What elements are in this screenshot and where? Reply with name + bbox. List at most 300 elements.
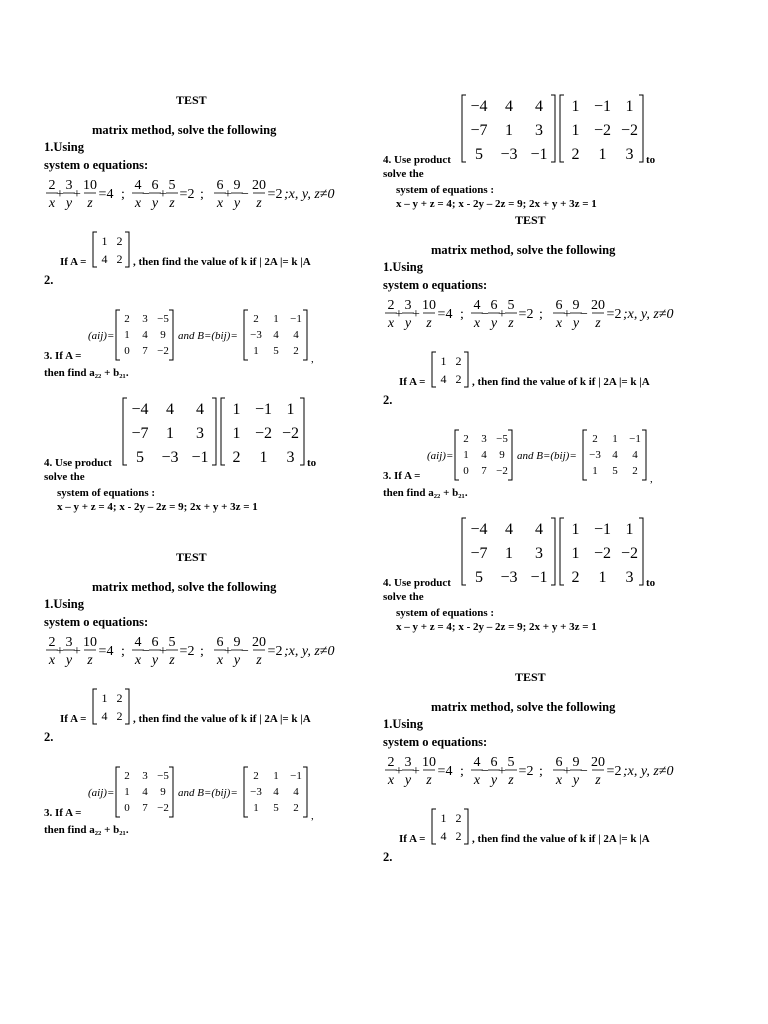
question-4-prefix: 4. Use product (383, 154, 451, 166)
question-2-prefix: If A = (60, 256, 87, 268)
matrix-q-cell: 1 (232, 425, 241, 442)
matrix-p-cell: 4 (535, 98, 543, 115)
matrix-aij-cell: −5 (157, 313, 169, 325)
svg-text:+: + (73, 644, 81, 659)
matrix-product (459, 93, 649, 170)
svg-text:−: − (241, 187, 249, 202)
svg-text:=4: =4 (437, 307, 453, 322)
svg-text:z: z (256, 653, 262, 668)
matrix-bij-cell: −1 (290, 770, 302, 782)
matrix-q-cell: 2 (571, 569, 580, 586)
question-3-prefix: 3. If A = (383, 470, 421, 482)
svg-text:;: ; (460, 764, 464, 779)
svg-text:6: 6 (151, 178, 159, 193)
test-title: TEST (176, 550, 207, 564)
matrix-bij-cell: 2 (293, 345, 299, 357)
test-title: TEST (515, 213, 546, 227)
svg-text:6: 6 (490, 755, 498, 770)
svg-text:+: + (56, 187, 64, 202)
svg-text:2: 2 (387, 298, 395, 313)
matrix-p-cell: 4 (505, 98, 513, 115)
svg-text:10: 10 (83, 635, 97, 650)
matrix-bij-cell: 2 (253, 313, 259, 325)
matrix-a-label: (aij)= (427, 450, 454, 462)
svg-text:5: 5 (507, 298, 515, 313)
matrix-p-cell: 3 (535, 545, 543, 562)
svg-text:−: − (241, 644, 249, 659)
svg-text:9: 9 (572, 755, 580, 770)
matrix-aij-cell: 4 (142, 786, 148, 798)
svg-text:5: 5 (507, 755, 515, 770)
matrix-a-cell: 2 (455, 372, 462, 386)
question-3-then: then find a₂₂ + b₂₁. (44, 824, 129, 836)
matrix-a-cell: 2 (116, 709, 123, 723)
svg-text:+: + (412, 307, 420, 322)
matrix-q-cell: −2 (254, 425, 273, 442)
matrices-a-b (88, 307, 323, 370)
question-3-then: then find a₂₂ + b₂₁. (44, 367, 129, 379)
matrix-p-cell: 5 (475, 146, 483, 163)
matrix-q-cell: −2 (620, 122, 639, 139)
matrix-a-cell: 2 (455, 811, 462, 825)
svg-text:,: , (311, 810, 314, 822)
svg-text:+: + (498, 307, 506, 322)
matrix-aij-cell: 4 (142, 329, 148, 341)
svg-text:4: 4 (134, 178, 142, 193)
matrix-q-cell: −1 (593, 98, 612, 115)
question-2-suffix: , then find the value of k if | 2A |= k |A (133, 713, 311, 725)
matrix-a-cell: 2 (455, 829, 462, 843)
matrix-a-cell: 1 (101, 234, 108, 248)
svg-text:+: + (395, 764, 403, 779)
svg-text:y: y (490, 316, 498, 331)
matrix-bij-cell: 4 (273, 786, 279, 798)
matrix-q-cell: 1 (571, 122, 580, 139)
matrix-aij-cell: 7 (481, 465, 487, 477)
matrix-a-cell: 2 (455, 354, 462, 368)
svg-text:9: 9 (233, 178, 241, 193)
svg-text:y: y (151, 196, 159, 211)
svg-text:x: x (216, 196, 224, 211)
matrix-q-cell: 1 (625, 521, 634, 538)
matrix-a-cell: 1 (101, 691, 108, 705)
matrix-bij-cell: 2 (253, 770, 259, 782)
matrix-bij-cell: 1 (253, 802, 259, 814)
matrix-p-cell: 4 (196, 401, 204, 418)
matrix-aij-cell: 3 (481, 433, 487, 445)
svg-text:=2: =2 (518, 764, 534, 779)
svg-text:6: 6 (151, 635, 159, 650)
question-1-text: system o equations: (44, 615, 149, 629)
question-4-solve: solve the (383, 591, 424, 603)
matrix-b-label: and B=(bij)= (517, 450, 577, 462)
matrix-p-cell: 5 (475, 569, 483, 586)
matrix-bij-cell: −3 (250, 786, 262, 798)
svg-text:−: − (142, 187, 150, 202)
svg-text:=2: =2 (518, 307, 534, 322)
matrix-p-cell: −1 (530, 146, 548, 163)
matrix-p-cell: −1 (530, 569, 548, 586)
matrix-q-cell: 2 (232, 449, 241, 466)
matrix-p-cell: 3 (196, 425, 204, 442)
equation-condition: ;x, y, z≠0 (623, 764, 674, 779)
svg-text:−: − (580, 307, 588, 322)
svg-text:;: ; (200, 187, 204, 202)
svg-text:;: ; (460, 307, 464, 322)
matrix-q-cell: 2 (571, 146, 580, 163)
matrix-bij-cell: 4 (293, 329, 299, 341)
svg-text:5: 5 (168, 178, 176, 193)
svg-text:3: 3 (404, 298, 412, 313)
question-1-label: 1.Using (44, 597, 84, 611)
matrix-q-cell: 1 (232, 401, 241, 418)
matrix-q-cell: 3 (625, 146, 634, 163)
section-heading: matrix method, solve the following (92, 580, 277, 594)
question-4-solve: solve the (44, 471, 85, 483)
svg-text:9: 9 (572, 298, 580, 313)
svg-text:10: 10 (422, 755, 436, 770)
svg-text:y: y (572, 316, 580, 331)
matrix-q-cell: 1 (571, 98, 580, 115)
svg-text:x: x (216, 653, 224, 668)
question-4-solve: solve the (383, 168, 424, 180)
svg-text:x: x (555, 773, 563, 788)
matrix-q-cell: 1 (598, 569, 607, 586)
equation-system (383, 753, 703, 798)
matrix-aij-cell: −5 (496, 433, 508, 445)
matrix-a-cell: 1 (440, 354, 447, 368)
matrix-bij-cell: −1 (290, 313, 302, 325)
equation-system (383, 296, 703, 341)
matrix-q-cell: −1 (254, 401, 273, 418)
svg-text:=2: =2 (267, 644, 283, 659)
question-1-text: system o equations: (383, 278, 488, 292)
svg-text:y: y (233, 196, 241, 211)
question-2-number: 2. (44, 273, 54, 287)
question-1-text: system o equations: (383, 735, 488, 749)
section-heading: matrix method, solve the following (431, 700, 616, 714)
matrix-q-cell: 1 (598, 146, 607, 163)
section-heading: matrix method, solve the following (92, 123, 277, 137)
matrix-aij-cell: 3 (142, 313, 148, 325)
question-1-label: 1.Using (383, 717, 423, 731)
matrix-p-cell: −3 (500, 569, 518, 586)
svg-text:10: 10 (422, 298, 436, 313)
matrix-a (91, 230, 133, 275)
matrix-aij-cell: 2 (463, 433, 469, 445)
matrix-q-cell: 1 (571, 545, 580, 562)
svg-text:+: + (498, 764, 506, 779)
matrix-p-cell: −7 (470, 122, 488, 139)
svg-text:+: + (224, 187, 232, 202)
matrix-aij-cell: 9 (160, 329, 166, 341)
matrix-p-cell: 3 (535, 122, 543, 139)
matrix-aij-cell: 0 (124, 345, 130, 357)
svg-text:=2: =2 (267, 187, 283, 202)
matrix-bij-cell: −3 (589, 449, 601, 461)
svg-text:;: ; (539, 307, 543, 322)
matrix-p-cell: 5 (136, 449, 144, 466)
matrix-a-cell: 4 (101, 709, 108, 723)
svg-text:z: z (169, 196, 175, 211)
question-4-equations: x – y + z = 4; x - 2y – 2z = 9; 2x + y + 3z = 1 (396, 198, 597, 210)
matrix-bij-cell: 1 (273, 313, 279, 325)
matrix-q-cell: 1 (286, 401, 295, 418)
matrix-q-cell: 3 (286, 449, 295, 466)
matrix-a-cell: 2 (116, 691, 123, 705)
svg-text:2: 2 (48, 635, 56, 650)
test-title: TEST (515, 670, 546, 684)
matrix-bij-cell: 2 (592, 433, 598, 445)
matrix-bij-cell: 5 (612, 465, 618, 477)
matrix-p-cell: 1 (166, 425, 174, 442)
matrix-a (430, 350, 472, 395)
matrix-q-cell: 3 (625, 569, 634, 586)
matrix-aij-cell: 0 (463, 465, 469, 477)
matrix-a-label: (aij)= (88, 787, 115, 799)
question-2-suffix: , then find the value of k if | 2A |= k |A (133, 256, 311, 268)
svg-text:x: x (473, 773, 481, 788)
matrices-a-b (427, 427, 662, 490)
matrix-a-label: (aij)= (88, 330, 115, 342)
svg-text:y: y (404, 773, 412, 788)
svg-text:y: y (404, 316, 412, 331)
matrix-a-cell: 4 (440, 829, 447, 843)
matrix-aij-cell: −5 (157, 770, 169, 782)
svg-text:20: 20 (591, 755, 605, 770)
svg-text:+: + (159, 187, 167, 202)
svg-text:3: 3 (65, 635, 73, 650)
question-4-system: system of equations : (396, 184, 495, 196)
svg-text:+: + (56, 644, 64, 659)
matrix-aij-cell: 7 (142, 802, 148, 814)
svg-text:+: + (224, 644, 232, 659)
svg-text:x: x (387, 316, 395, 331)
svg-text:10: 10 (83, 178, 97, 193)
svg-text:x: x (134, 653, 142, 668)
svg-text:z: z (508, 773, 514, 788)
matrix-p-cell: −7 (470, 545, 488, 562)
svg-text:x: x (134, 196, 142, 211)
svg-text:3: 3 (404, 755, 412, 770)
matrix-a-cell: 4 (101, 252, 108, 266)
matrix-aij-cell: 1 (463, 449, 469, 461)
matrix-a-cell: 4 (440, 372, 447, 386)
matrix-aij-cell: 1 (124, 786, 130, 798)
svg-text:4: 4 (134, 635, 142, 650)
matrix-aij-cell: 2 (124, 770, 130, 782)
matrix-bij-cell: 1 (612, 433, 618, 445)
svg-text:x: x (48, 653, 56, 668)
svg-text:;: ; (200, 644, 204, 659)
matrix-bij-cell: 4 (612, 449, 618, 461)
question-4-system: system of equations : (396, 607, 495, 619)
svg-text:6: 6 (555, 298, 563, 313)
svg-text:9: 9 (233, 635, 241, 650)
equation-system (44, 176, 364, 221)
matrix-bij-cell: 5 (273, 345, 279, 357)
matrix-bij-cell: 1 (592, 465, 598, 477)
matrix-aij-cell: −2 (157, 345, 169, 357)
matrix-p-cell: −3 (500, 146, 518, 163)
svg-text:x: x (555, 316, 563, 331)
matrix-bij-cell: 4 (273, 329, 279, 341)
svg-text:x: x (387, 773, 395, 788)
svg-text:6: 6 (216, 178, 224, 193)
svg-text:4: 4 (473, 298, 481, 313)
svg-text:,: , (311, 353, 314, 365)
matrix-bij-cell: 5 (273, 802, 279, 814)
svg-text:3: 3 (65, 178, 73, 193)
svg-text:y: y (151, 653, 159, 668)
svg-text:=2: =2 (179, 644, 195, 659)
matrix-bij-cell: 2 (632, 465, 638, 477)
matrix-p-cell: −4 (470, 98, 488, 115)
matrix-q-cell: −2 (620, 545, 639, 562)
svg-text:−: − (580, 764, 588, 779)
matrix-p-cell: 1 (505, 122, 513, 139)
svg-text:x: x (48, 196, 56, 211)
matrix-q-cell: 1 (571, 521, 580, 538)
svg-text:+: + (73, 187, 81, 202)
matrix-product (120, 396, 310, 473)
svg-text:+: + (563, 307, 571, 322)
svg-text:=2: =2 (179, 187, 195, 202)
svg-text:y: y (65, 196, 73, 211)
matrix-aij-cell: −2 (496, 465, 508, 477)
svg-text:20: 20 (252, 635, 266, 650)
svg-text:y: y (65, 653, 73, 668)
matrix-aij-cell: 0 (124, 802, 130, 814)
svg-text:+: + (563, 764, 571, 779)
svg-text:z: z (169, 653, 175, 668)
svg-text:=2: =2 (606, 307, 622, 322)
svg-text:;: ; (121, 644, 125, 659)
question-2-number: 2. (383, 850, 393, 864)
svg-text:=4: =4 (98, 187, 114, 202)
question-2-suffix: , then find the value of k if | 2A |= k |A (472, 376, 650, 388)
equation-system (44, 633, 364, 678)
svg-text:6: 6 (216, 635, 224, 650)
equation-condition: ;x, y, z≠0 (284, 187, 335, 202)
question-2-prefix: If A = (399, 376, 426, 388)
question-3-prefix: 3. If A = (44, 807, 82, 819)
matrix-q-cell: 1 (259, 449, 268, 466)
svg-text:=4: =4 (437, 764, 453, 779)
matrix-b-label: and B=(bij)= (178, 330, 238, 342)
equation-condition: ;x, y, z≠0 (284, 644, 335, 659)
svg-text:2: 2 (387, 755, 395, 770)
matrix-bij-cell: 4 (293, 786, 299, 798)
matrix-p-cell: −1 (191, 449, 209, 466)
svg-text:6: 6 (490, 298, 498, 313)
svg-text:;: ; (121, 187, 125, 202)
matrix-p-cell: −3 (161, 449, 179, 466)
question-4-to: to (307, 457, 317, 469)
svg-text:,: , (650, 473, 653, 485)
question-2-prefix: If A = (399, 833, 426, 845)
svg-text:z: z (87, 196, 93, 211)
matrix-p-cell: 1 (505, 545, 513, 562)
section-heading: matrix method, solve the following (431, 243, 616, 257)
question-4-to: to (646, 577, 656, 589)
matrix-a-cell: 2 (116, 234, 123, 248)
svg-text:z: z (426, 316, 432, 331)
svg-text:y: y (572, 773, 580, 788)
question-2-suffix: , then find the value of k if | 2A |= k |A (472, 833, 650, 845)
svg-text:y: y (233, 653, 241, 668)
question-1-label: 1.Using (383, 260, 423, 274)
matrix-aij-cell: 9 (160, 786, 166, 798)
matrix-q-cell: −2 (593, 545, 612, 562)
svg-text:z: z (595, 773, 601, 788)
question-4-equations: x – y + z = 4; x - 2y – 2z = 9; 2x + y + 3z = 1 (396, 621, 597, 633)
matrices-a-b (88, 764, 323, 827)
matrix-bij-cell: 2 (293, 802, 299, 814)
svg-text:+: + (395, 307, 403, 322)
svg-text:−: − (142, 644, 150, 659)
svg-text:z: z (256, 196, 262, 211)
svg-text:;: ; (539, 764, 543, 779)
matrix-q-cell: −2 (593, 122, 612, 139)
question-2-number: 2. (44, 730, 54, 744)
svg-text:+: + (159, 644, 167, 659)
matrix-aij-cell: 1 (124, 329, 130, 341)
matrix-aij-cell: 9 (499, 449, 505, 461)
matrix-aij-cell: 3 (142, 770, 148, 782)
svg-text:z: z (426, 773, 432, 788)
matrix-aij-cell: 2 (124, 313, 130, 325)
svg-text:=2: =2 (606, 764, 622, 779)
matrix-bij-cell: −3 (250, 329, 262, 341)
question-1-label: 1.Using (44, 140, 84, 154)
matrix-p-cell: −7 (131, 425, 149, 442)
svg-text:5: 5 (168, 635, 176, 650)
question-3-then: then find a₂₂ + b₂₁. (383, 487, 468, 499)
matrix-bij-cell: −1 (629, 433, 641, 445)
question-4-prefix: 4. Use product (383, 577, 451, 589)
question-4-to: to (646, 154, 656, 166)
matrix-q-cell: 1 (625, 98, 634, 115)
matrix-p-cell: −4 (131, 401, 149, 418)
matrix-bij-cell: 1 (253, 345, 259, 357)
question-2-number: 2. (383, 393, 393, 407)
matrix-q-cell: −1 (593, 521, 612, 538)
svg-text:y: y (490, 773, 498, 788)
matrix-a (430, 807, 472, 852)
question-4-system: system of equations : (57, 487, 156, 499)
svg-text:z: z (595, 316, 601, 331)
matrix-a (91, 687, 133, 732)
matrix-aij-cell: 7 (142, 345, 148, 357)
equation-condition: ;x, y, z≠0 (623, 307, 674, 322)
svg-text:4: 4 (473, 755, 481, 770)
matrix-a-cell: 2 (116, 252, 123, 266)
svg-text:2: 2 (48, 178, 56, 193)
question-1-text: system o equations: (44, 158, 149, 172)
question-4-equations: x – y + z = 4; x - 2y – 2z = 9; 2x + y + 3z = 1 (57, 501, 258, 513)
matrix-p-cell: 4 (166, 401, 174, 418)
svg-text:6: 6 (555, 755, 563, 770)
matrix-aij-cell: 4 (481, 449, 487, 461)
matrix-bij-cell: 1 (273, 770, 279, 782)
svg-text:z: z (508, 316, 514, 331)
svg-text:20: 20 (591, 298, 605, 313)
question-4-prefix: 4. Use product (44, 457, 112, 469)
test-title: TEST (176, 93, 207, 107)
matrix-a-cell: 1 (440, 811, 447, 825)
matrix-bij-cell: 4 (632, 449, 638, 461)
